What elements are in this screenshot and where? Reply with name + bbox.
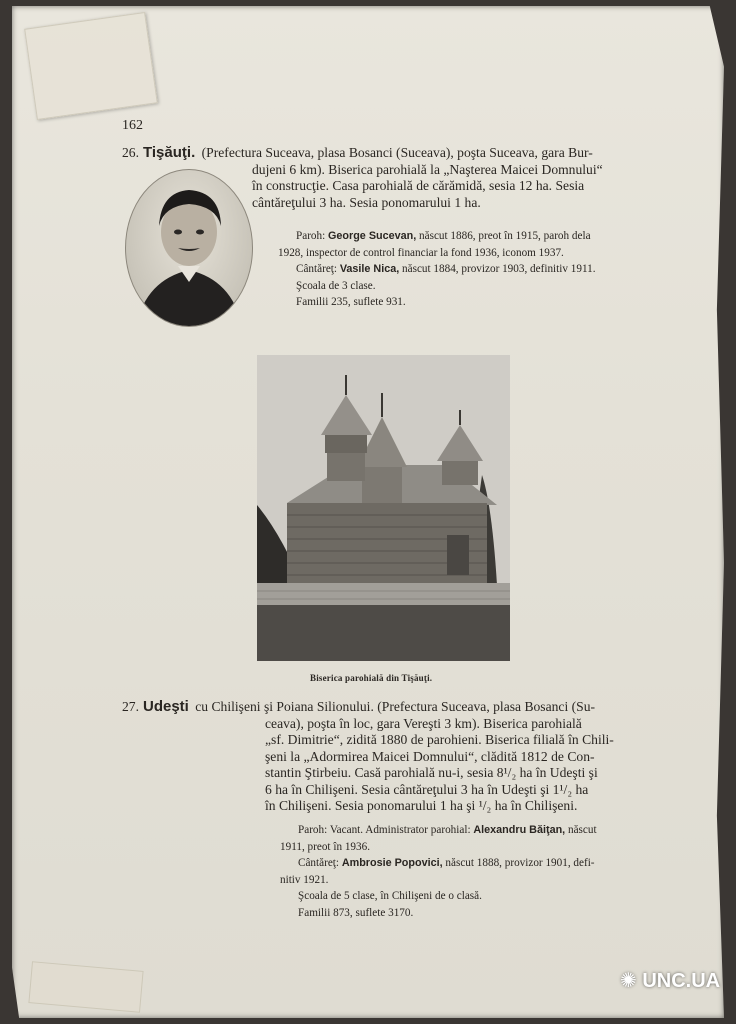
sun-icon: ✺ — [620, 970, 637, 992]
cantaret-label: Cântăreţ: — [298, 857, 340, 870]
entry-27-number: 27. — [122, 699, 139, 714]
cantaret-text-cont: nitiv 1921. — [280, 873, 329, 886]
page-number: 162 — [122, 118, 143, 133]
scoala-text: Şcoala de 3 clase. — [296, 279, 376, 292]
cantaret-text: născut 1884, provizor 1903, definitiv 1911. — [402, 263, 596, 276]
familii-text: Familii 873, suflete 3170. — [298, 906, 414, 919]
entry-26-number: 26. — [122, 145, 139, 160]
paroh-text-cont: 1911, preot în 1936. — [280, 840, 371, 853]
portrait-drawing — [126, 170, 252, 326]
watermark-text: UNC.UA — [642, 970, 721, 992]
cantaret-name: Vasile Nica, — [339, 263, 400, 276]
entry-26-details — [278, 228, 658, 311]
watermark — [620, 968, 720, 993]
entry-26-line: (Prefectura Suceava, plasa Bosanci (Suceava), poşta Suceava, gara Bur- — [201, 145, 593, 160]
entry-27-line: ceava), poşta în loc, gara Vereşti 3 km). Biserica parohială — [265, 715, 582, 731]
church-photo — [257, 355, 510, 661]
photo-caption: Biserica parohială din Tişăuţi. — [310, 673, 433, 683]
tape-corner — [24, 12, 158, 120]
paroh-text: născut — [567, 824, 597, 836]
entry-27-place: Udeşti — [143, 698, 189, 715]
entry-26-line: cântăreţului 3 ha. Sesia ponomarului 1 ha. — [252, 194, 481, 210]
church-drawing — [257, 355, 510, 661]
entry-27-line: în Chilişeni. Sesia ponomarului 1 ha şi ¹/₂ ha în Chilişeni. — [265, 798, 578, 813]
cantaret-name: Ambrosie Popovici, — [341, 857, 443, 870]
entry-27-header — [122, 699, 652, 815]
paroh-name: Alexandru Băiţan, — [473, 824, 566, 836]
priest-portrait — [125, 169, 253, 327]
paroh-label: Paroh: — [298, 824, 328, 836]
cantaret-label: Cântăreţ: — [296, 263, 338, 276]
cantaret-text: născut 1888, provizor 1901, defi- — [445, 857, 595, 870]
entry-27-line: cu Chilişeni şi Poiana Silionului. (Prefectura Suceava, plasa Bosanci (Su- — [195, 699, 596, 714]
paroh-text-cont: 1928, inspector de control financiar la fond 1936, iconom 1937. — [278, 246, 564, 259]
entry-27-line: 6 ha în Chilişeni. Sesia cântăreţului 3 ha în Udeşti şi 1¹/₂ ha — [265, 781, 589, 797]
entry-26-place: Tişăuţi. — [143, 144, 196, 161]
familii-text: Familii 235, suflete 931. — [296, 296, 406, 309]
entry-27-line: stantin Ştirbeiu. Casă parohială nu-i, sesia 8¹/₂ ha în Udeşti şi — [265, 765, 598, 780]
entry-26-line: în construcţie. Casa parohială de cărămidă, sesia 12 ha. Sesia — [252, 178, 585, 193]
entry-26-line: dujeni 6 km). Biserica parohială la „Naşterea Maicei Domnului“ — [252, 161, 603, 177]
entry-27-line: şeni la „Adormirea Maicei Domnului“, clădită 1812 de Con- — [265, 748, 595, 764]
entry-27-details — [280, 822, 660, 922]
entry-27-line: „sf. Dimitrie“, zidită 1880 de parohieni. Biserica filială în Chili- — [265, 732, 614, 747]
paroh-text: născut 1886, preot în 1915, paroh dela — [419, 230, 591, 242]
paroh-name: George Sucevan, — [328, 230, 417, 242]
paroh-label: Paroh: — [296, 230, 326, 242]
tape-bottom — [28, 961, 143, 1013]
scoala-text: Şcoala de 5 clase, în Chilişeni de o clasă. — [298, 890, 482, 903]
paroh-text: Vacant. Administrator parohial: — [329, 824, 471, 836]
